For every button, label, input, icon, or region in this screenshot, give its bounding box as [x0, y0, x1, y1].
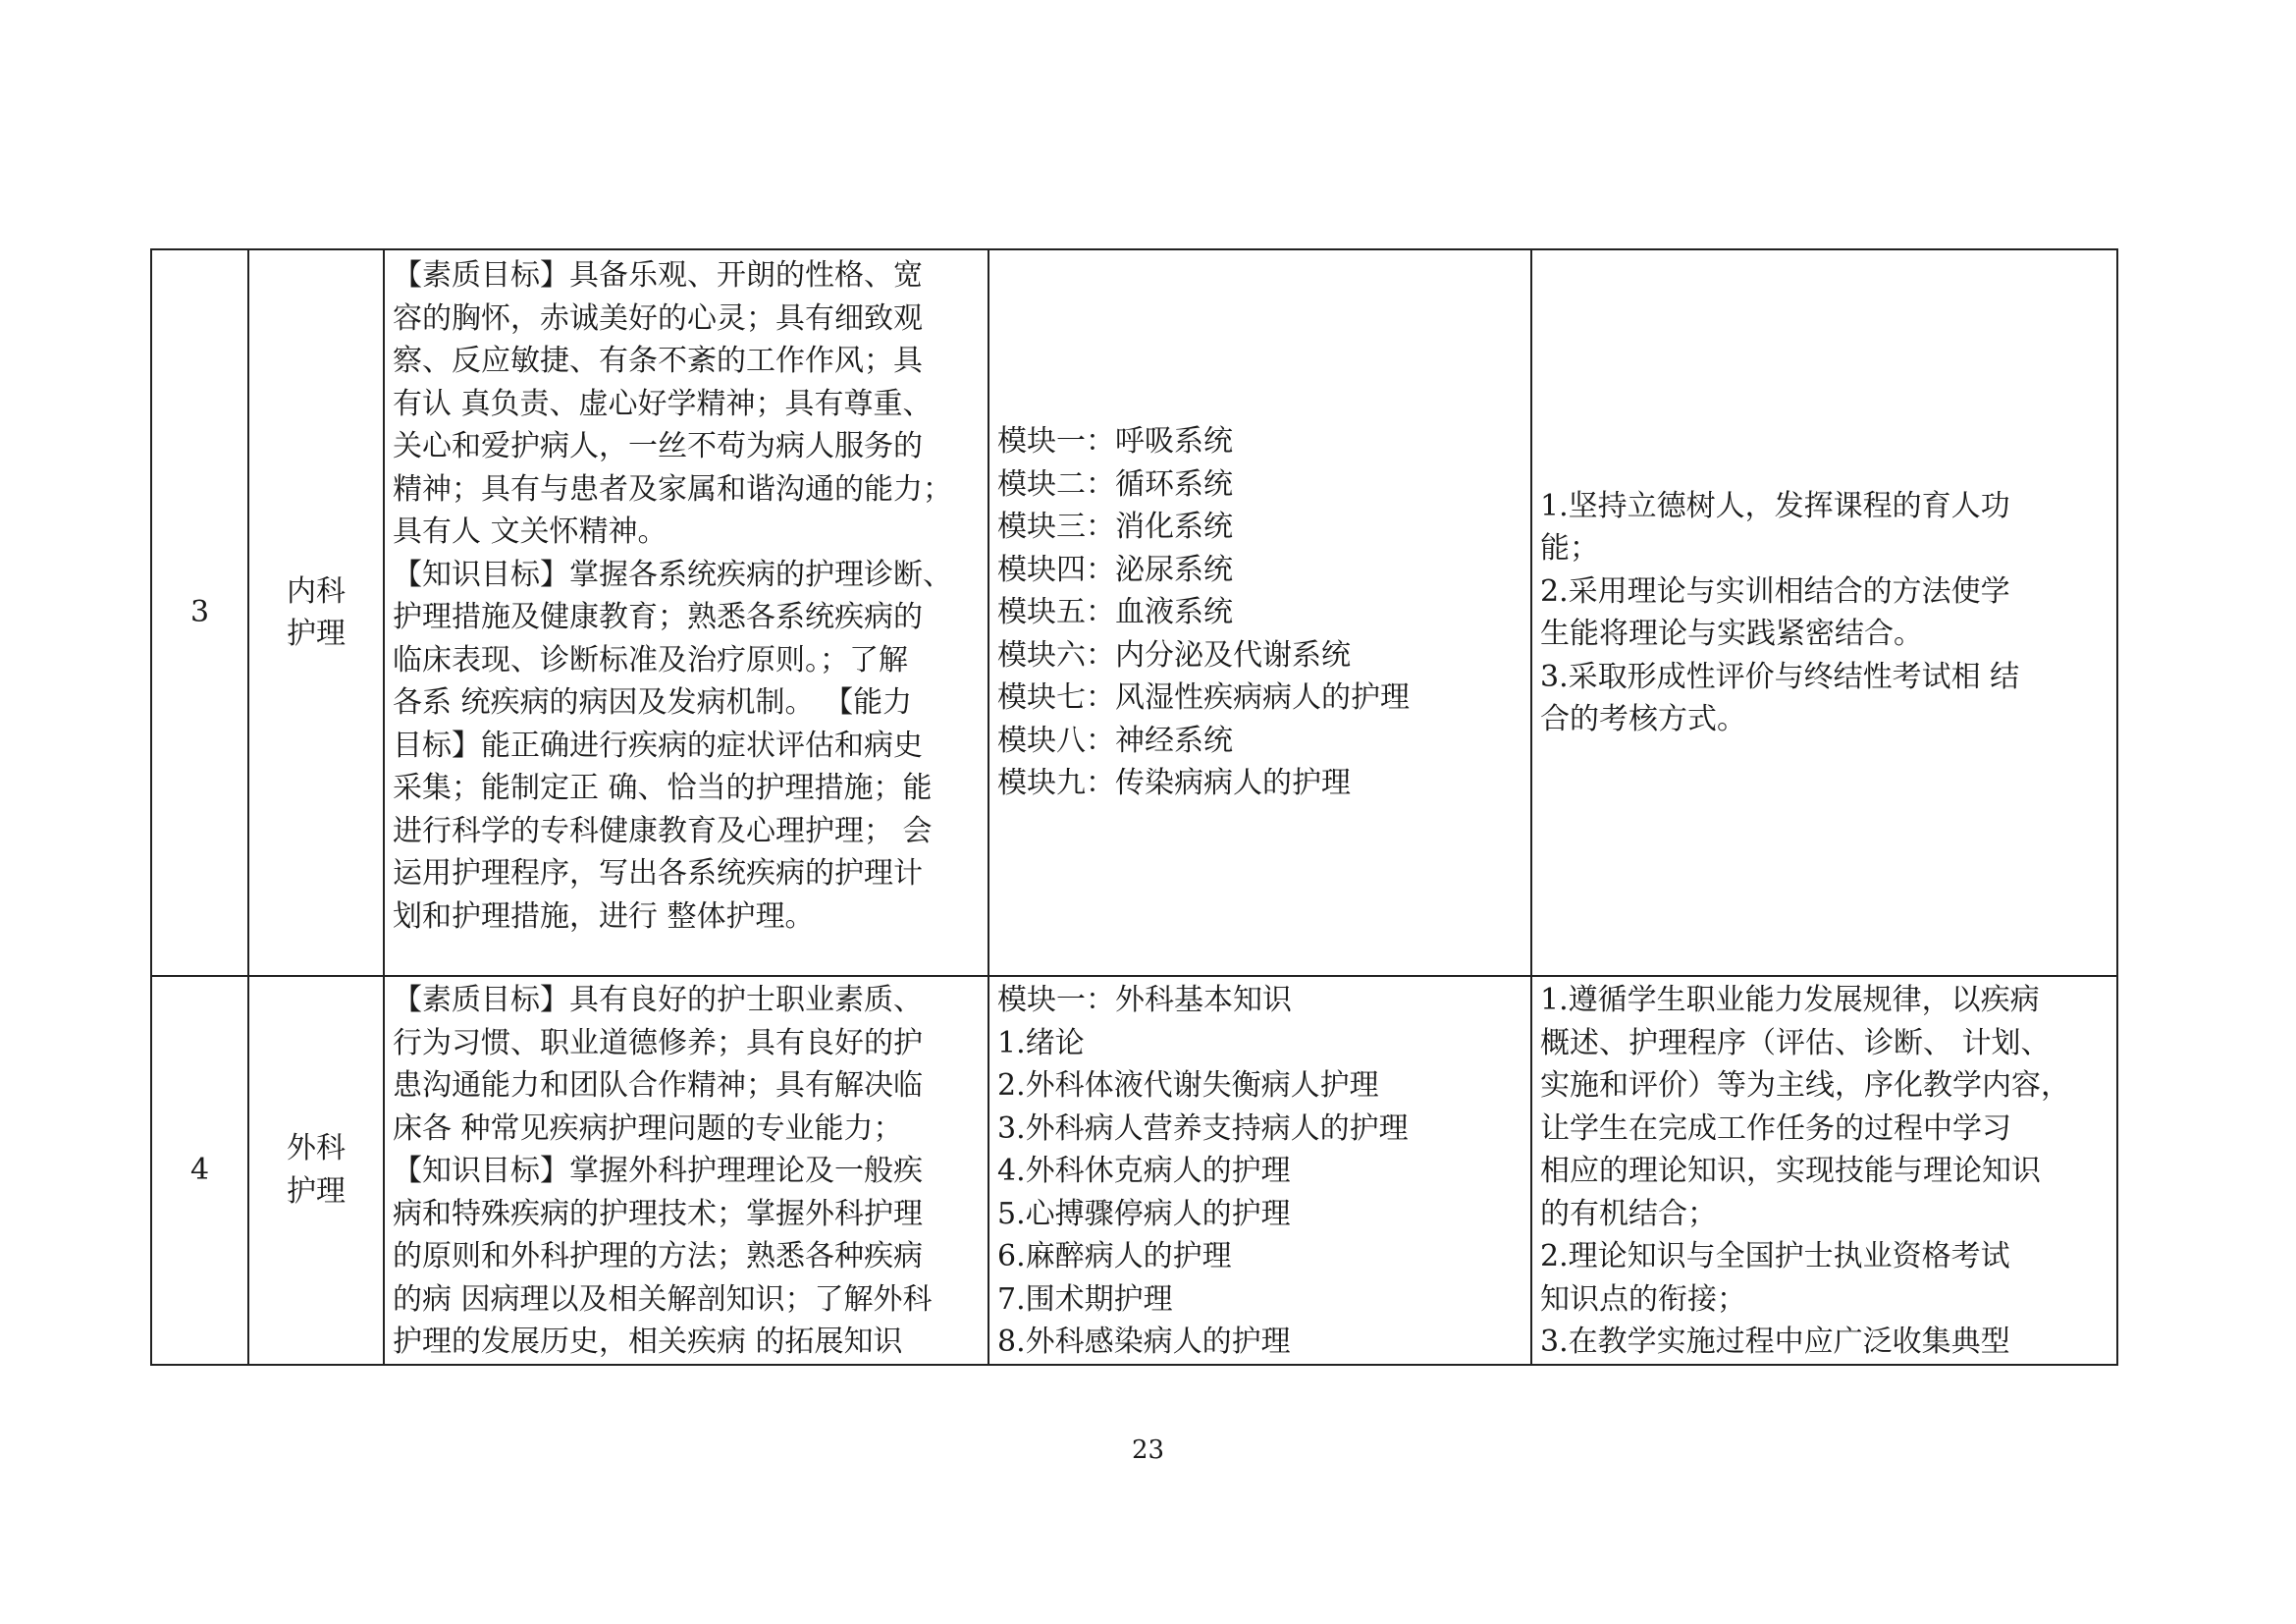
course-name-cell — [248, 976, 384, 1365]
page-number: 23 — [1131, 1435, 1165, 1465]
goals-line: 察、反应敏捷、有条不紊的工作作风；具 — [393, 344, 923, 378]
goals-line: 运用护理程序，写出各系统疾病的护理计 — [393, 856, 923, 891]
goals-line: 护理措施及健康教育；熟悉各系统疾病的 — [393, 600, 923, 634]
module-line: 4.外科休克病人的护理 — [997, 1154, 1291, 1188]
goals-line: 划和护理措施，进行 整体护理。 — [393, 898, 815, 934]
requirement-line: 2.理论知识与全国护士执业资格考试 — [1540, 1239, 2010, 1273]
module-line: 模块七：风湿性疾病病人的护理 — [997, 680, 1410, 716]
goals-line: 具有人 文关怀精神。 — [393, 514, 667, 549]
requirement-line: 让学生在完成工作任务的过程中学习 — [1540, 1110, 2011, 1146]
goals-line: 精神；具有与患者及家属和谐沟通的能力； — [393, 471, 952, 507]
requirement-line: 3.采取形成性评价与终结性考试相 结 — [1540, 659, 2020, 694]
requirement-line: 合的考核方式。 — [1540, 702, 1746, 736]
goals-line: 的原则和外科护理的方法；熟悉各种疾病 — [393, 1239, 923, 1273]
course-goals-cell — [384, 249, 988, 976]
course-modules-cell — [988, 976, 1531, 1365]
teaching-requirements-cell — [1531, 249, 2117, 976]
module-line: 模块四：泌尿系统 — [997, 552, 1233, 587]
goals-line: 患沟通能力和团队合作精神；具有解决临 — [393, 1068, 923, 1103]
module-line: 2.外科体液代谢失衡病人护理 — [997, 1068, 1379, 1103]
goals-line: 【素质目标】具备乐观、开朗的性格、宽 — [393, 258, 923, 293]
goals-line: 的病 因病理以及相关解剖知识；了解外科 — [393, 1281, 933, 1317]
module-line: 模块五：血液系统 — [997, 595, 1233, 630]
requirement-line: 相应的理论知识，实现技能与理论知识 — [1540, 1154, 2041, 1188]
curriculum-table — [150, 248, 2118, 1366]
course-name-line: 内科 — [287, 573, 346, 609]
module-line: 6.麻醉病人的护理 — [997, 1239, 1232, 1273]
row-number: 3 — [189, 595, 210, 630]
goals-line: 临床表现、诊断标准及治疗原则。；了解 — [393, 642, 908, 677]
requirement-line: 实施和评价）等为主线，序化教学内容， — [1540, 1068, 2070, 1103]
requirement-line: 概述、护理程序（评估、诊断、 计划、 — [1540, 1025, 2051, 1060]
requirement-line: 知识点的衔接； — [1540, 1281, 1746, 1317]
course-goals-cell — [384, 976, 988, 1365]
table-row — [151, 249, 2117, 976]
row-number: 4 — [189, 1153, 210, 1187]
goals-line: 病和特殊疾病的护理技术；掌握外科护理 — [393, 1196, 923, 1231]
goals-line: 容的胸怀，赤诚美好的心灵；具有细致观 — [393, 300, 923, 336]
module-line: 5.心搏骤停病人的护理 — [997, 1196, 1291, 1231]
goals-line: 关心和爱护病人，一丝不苟为病人服务的 — [393, 429, 923, 463]
row-number-cell — [151, 249, 248, 976]
teaching-requirements-cell — [1531, 976, 2117, 1365]
table-body — [151, 249, 2117, 1365]
requirement-line: 能； — [1540, 531, 1599, 566]
module-line: 模块九：传染病病人的护理 — [997, 766, 1351, 801]
module-line: 模块一：外科基本知识 — [997, 983, 1292, 1017]
module-line: 模块三：消化系统 — [997, 510, 1233, 545]
requirement-line: 生能将理论与实践紧密结合。 — [1540, 617, 1923, 651]
module-line: 7.围术期护理 — [997, 1281, 1173, 1317]
goals-line: 行为习惯、职业道德修养；具有良好的护 — [393, 1025, 923, 1060]
module-line: 1.绪论 — [997, 1025, 1085, 1060]
requirement-line: 1.遵循学生职业能力发展规律，以疾病 — [1540, 983, 2040, 1017]
module-line: 模块一：呼吸系统 — [997, 424, 1233, 460]
goals-line: 【知识目标】掌握外科护理理论及一般疾 — [393, 1154, 923, 1188]
goals-line: 【知识目标】掌握各系统疾病的护理诊断、 — [393, 557, 952, 592]
table-row — [151, 976, 2117, 1365]
module-line: 模块八：神经系统 — [997, 723, 1233, 758]
course-name-line: 外科 — [287, 1131, 346, 1166]
course-name-cell — [248, 249, 384, 976]
goals-line: 目标】能正确进行疾病的症状评估和病史 — [393, 728, 923, 763]
module-line: 模块二：循环系统 — [997, 466, 1233, 502]
goals-line: 护理的发展历史，相关疾病 的拓展知识 — [393, 1325, 903, 1359]
requirement-line: 1.坚持立德树人，发挥课程的育人功 — [1540, 488, 2010, 523]
module-line: 8.外科感染病人的护理 — [997, 1325, 1291, 1359]
course-name-line: 护理 — [287, 617, 346, 651]
goals-line: 【素质目标】具有良好的护士职业素质、 — [393, 983, 923, 1017]
module-line: 3.外科病人营养支持病人的护理 — [997, 1110, 1409, 1146]
goals-line: 床各 种常见疾病护理问题的专业能力； — [393, 1110, 903, 1146]
course-name-line: 护理 — [287, 1173, 346, 1209]
requirement-line: 2.采用理论与实训相结合的方法使学 — [1540, 573, 2010, 609]
requirement-line: 的有机结合； — [1540, 1196, 1717, 1231]
course-modules-cell — [988, 249, 1531, 976]
goals-line: 各系 统疾病的病因及发病机制。 【能力 — [393, 685, 913, 720]
requirement-line: 3.在教学实施过程中应广泛收集典型 — [1540, 1325, 2010, 1359]
module-line: 模块六：内分泌及代谢系统 — [997, 637, 1351, 673]
goals-line: 采集；能制定正 确、恰当的护理措施；能 — [393, 771, 933, 805]
goals-line: 进行科学的专科健康教育及心理护理； 会 — [393, 813, 933, 848]
goals-line: 有认 真负责、虚心好学精神；具有尊重、 — [393, 386, 933, 421]
row-number-cell — [151, 976, 248, 1365]
